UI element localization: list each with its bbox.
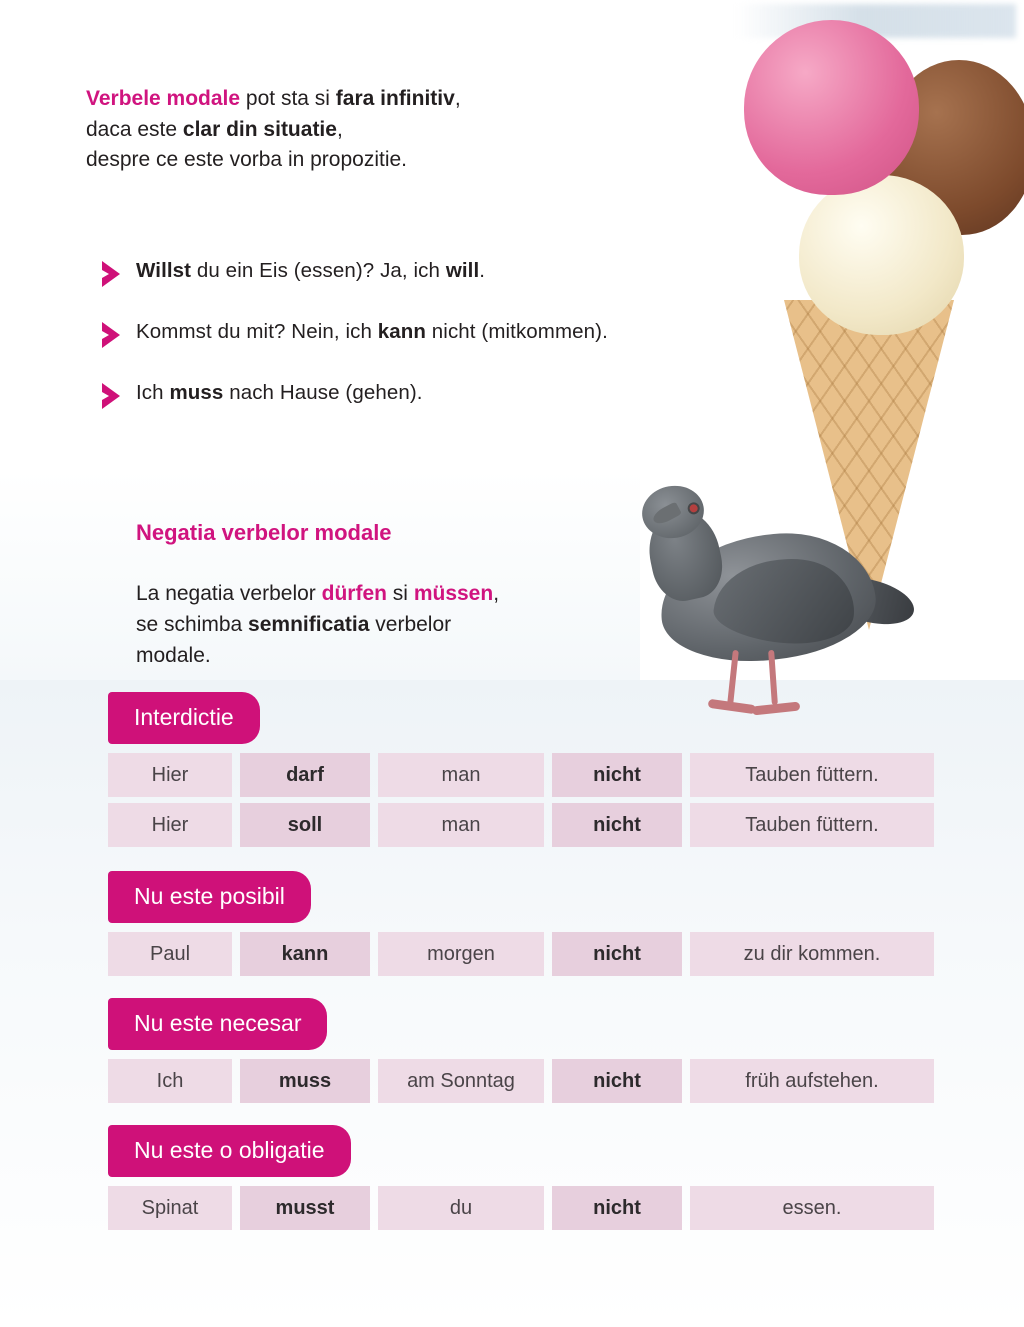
- table-cell: am Sonntag: [378, 1059, 544, 1103]
- table-row: [108, 803, 1024, 847]
- table-cell: morgen: [378, 932, 544, 976]
- section-heading: Negatia verbelor modale: [136, 520, 392, 545]
- section-text-3: ,: [493, 582, 500, 605]
- table-cell: früh aufstehen.: [690, 1059, 934, 1103]
- example-sentence: Ich muss nach Hause (gehen).: [136, 381, 423, 404]
- table-row: [108, 753, 1024, 797]
- intro-bold-clear-situation: clar din situatie: [182, 117, 337, 141]
- chevron-right-icon: [100, 320, 126, 350]
- table-cell: du: [378, 1186, 544, 1230]
- table-cell-modal: musst: [240, 1186, 370, 1230]
- table-cell-negation: nicht: [552, 1059, 682, 1103]
- chevron-right-icon: [100, 259, 126, 289]
- example-item: [100, 319, 740, 349]
- intro-paragraph: [86, 84, 686, 176]
- pigeon-neck: [641, 504, 728, 607]
- table-group: [0, 998, 1024, 1103]
- table-cell: Tauben füttern.: [690, 753, 934, 797]
- intro-highlight-modal-verbs: Verbele modale: [86, 87, 241, 110]
- table-cell-negation: nicht: [552, 803, 682, 847]
- group-label-nu-este-necesar: Nu este necesar: [108, 998, 327, 1050]
- section-text-2: si: [386, 582, 414, 605]
- chocolate-scoop: [884, 60, 1024, 235]
- table-cell: Hier: [108, 753, 232, 797]
- section-highlight-muessen: müssen: [413, 582, 494, 605]
- table-cell-negation: nicht: [552, 932, 682, 976]
- section-highlight-duerfen: dürfen: [321, 582, 387, 605]
- pigeon-tail: [821, 570, 918, 633]
- table-cell-negation: nicht: [552, 1186, 682, 1230]
- example-sentence: Willst du ein Eis (essen)? Ja, ich will.: [136, 259, 486, 282]
- table-cell-modal: muss: [240, 1059, 370, 1103]
- intro-text-1: pot sta si: [240, 87, 336, 110]
- table-cell-negation: nicht: [552, 753, 682, 797]
- pigeon-beak: [651, 501, 682, 527]
- section-paragraph: [136, 578, 636, 671]
- photo-top-glare: [736, 4, 1016, 38]
- intro-bold-without-infinitive: fara infinitiv: [335, 87, 455, 110]
- section-text-6: modale.: [136, 644, 211, 668]
- group-label-interdictie: Interdictie: [108, 692, 260, 744]
- pigeon-wing: [711, 551, 859, 650]
- vanilla-scoop: [799, 175, 964, 335]
- table-cell-modal: soll: [240, 803, 370, 847]
- cone-waffle-texture: [784, 300, 954, 630]
- table-cell: Tauben füttern.: [690, 803, 934, 847]
- pigeon-eye: [689, 504, 698, 513]
- table-cell-modal: kann: [240, 932, 370, 976]
- section-text-5: verbelor: [369, 613, 452, 637]
- example-item: [100, 380, 740, 410]
- table-cell: zu dir kommen.: [690, 932, 934, 976]
- intro-text-2: ,: [454, 87, 461, 110]
- example-keyword: will: [445, 259, 480, 282]
- table-group: [0, 692, 1024, 847]
- table-cell: man: [378, 803, 544, 847]
- example-keyword: Willst: [136, 259, 192, 282]
- ice-cream-cone: [784, 300, 954, 630]
- example-keyword: muss: [169, 381, 224, 404]
- ice-cream-photo: [724, 0, 1024, 640]
- group-label-nu-este-o-obligatie: Nu este o obligatie: [108, 1125, 351, 1177]
- example-sentence: Kommst du mit? Nein, ich kann nicht (mitkommen).: [136, 320, 608, 343]
- intro-text-5: despre ce este vorba in propozitie.: [86, 148, 408, 172]
- table-group: [0, 871, 1024, 976]
- pigeon-body: [654, 524, 881, 671]
- section-text-4: se schimba: [136, 613, 249, 637]
- section-text-1: La negatia verbelor: [136, 582, 322, 605]
- table-cell: Hier: [108, 803, 232, 847]
- table-cell: Ich: [108, 1059, 232, 1103]
- table-row: [108, 932, 1024, 976]
- table-cell-modal: darf: [240, 753, 370, 797]
- table-cell: Spinat: [108, 1186, 232, 1230]
- intro-text-4: ,: [336, 117, 343, 141]
- example-keyword: kann: [377, 320, 426, 343]
- section-bold-semnificatia: semnificatia: [248, 613, 370, 637]
- examples-list: [100, 258, 740, 441]
- strawberry-scoop: [744, 20, 919, 195]
- table-cell: essen.: [690, 1186, 934, 1230]
- table-row: [108, 1186, 1024, 1230]
- chevron-right-icon: [100, 381, 126, 411]
- table-cell: Paul: [108, 932, 232, 976]
- table-cell: man: [378, 753, 544, 797]
- examples-table-area: [0, 692, 1024, 1236]
- table-group: [0, 1125, 1024, 1230]
- group-label-nu-este-posibil: Nu este posibil: [108, 871, 311, 923]
- pigeon-head: [638, 481, 708, 543]
- example-item: [100, 258, 740, 288]
- intro-text-3: daca este: [86, 117, 183, 141]
- table-row: [108, 1059, 1024, 1103]
